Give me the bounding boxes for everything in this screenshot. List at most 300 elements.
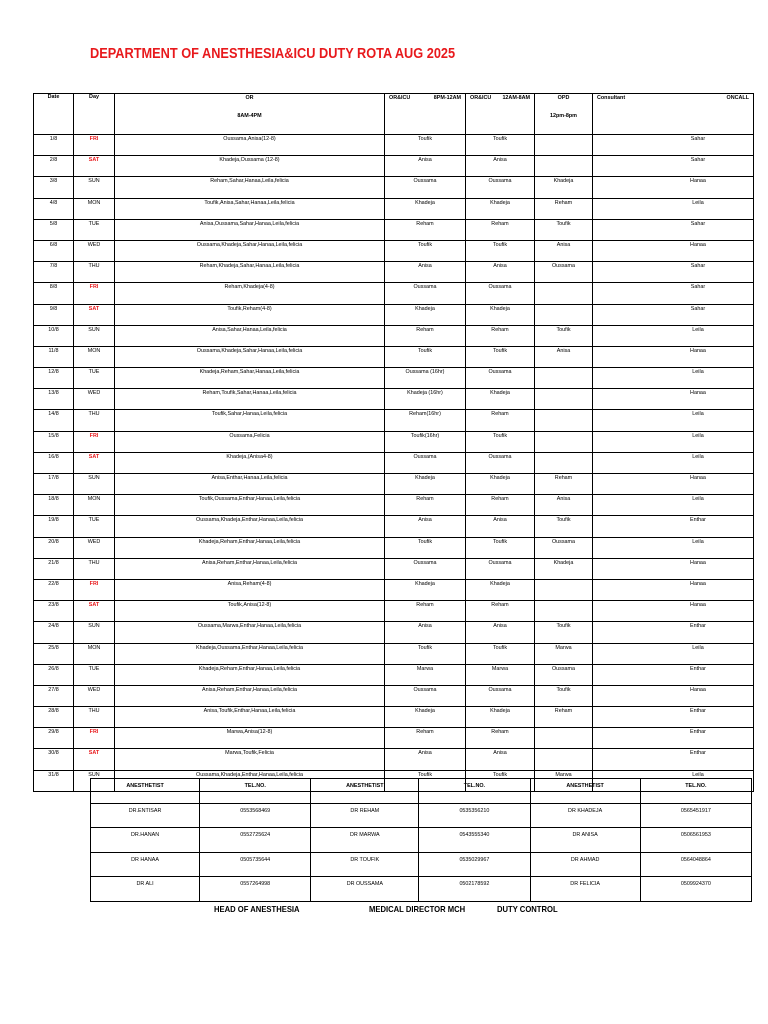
rota-row xyxy=(34,177,754,198)
rota-oricu-night-cell: Anisa xyxy=(466,156,535,177)
rota-day-cell: TUE xyxy=(74,516,115,537)
rota-oricu-evening-cell: Anisa xyxy=(385,156,466,177)
rota-day-cell: FRI xyxy=(74,431,115,452)
rota-oncall-cell: Leila xyxy=(593,198,754,219)
contacts-row xyxy=(91,803,752,828)
rota-day-cell: TUE xyxy=(74,664,115,685)
rota-day-cell: FRI xyxy=(74,135,115,156)
rota-or-cell: Oussama,Khadeja,Enthar,Hanaa,Leila,felicia xyxy=(115,516,385,537)
rota-or-cell: Oussama,Marwa,Enthar,Hanaa,Leila,felicia xyxy=(115,622,385,643)
rota-opd-cell xyxy=(535,579,593,600)
rota-row xyxy=(34,389,754,410)
rota-date-cell: 7/8 xyxy=(34,262,74,283)
rota-opd-cell: Anisa xyxy=(535,346,593,367)
rota-oricu-night-cell: Reham xyxy=(466,325,535,346)
contact-phone-cell: 0552725624 xyxy=(200,828,311,853)
rota-date-cell: 8/8 xyxy=(34,283,74,304)
rota-opd-cell xyxy=(535,368,593,389)
rota-row xyxy=(34,558,754,579)
header-oricu-evening xyxy=(385,94,466,135)
rota-oricu-evening-cell: Toufik xyxy=(385,240,466,261)
rota-row xyxy=(34,643,754,664)
rota-oncall-cell: Leila xyxy=(593,770,754,791)
contact-phone-cell: 0535356210 xyxy=(419,803,530,828)
rota-or-cell: Marwa,Toufik,Felicia xyxy=(115,749,385,770)
rota-oricu-evening-cell: Oussama xyxy=(385,452,466,473)
rota-opd-cell: Marwa xyxy=(535,770,593,791)
rota-date-cell: 3/8 xyxy=(34,177,74,198)
rota-opd-cell: Reham xyxy=(535,474,593,495)
rota-or-cell: Reham,Sahar,Hanaa,Leila,felicia xyxy=(115,177,385,198)
contact-phone-cell: 0564048864 xyxy=(640,852,751,877)
duty-rota-table xyxy=(33,93,754,792)
rota-or-cell: Khadeja,Oussama (12-8) xyxy=(115,156,385,177)
header-opd-label: OPD xyxy=(557,95,570,101)
contact-name-cell: DR ALI xyxy=(91,877,200,902)
rota-oricu-night-cell: Reham xyxy=(466,495,535,516)
header-date xyxy=(34,94,74,135)
header-oricu-night xyxy=(466,94,535,135)
header-oricu-night-label: OR&ICU xyxy=(470,95,492,101)
rota-day-cell: TUE xyxy=(74,368,115,389)
rota-oricu-evening-cell: Anisa xyxy=(385,262,466,283)
rota-oncall-cell: Enthar xyxy=(593,664,754,685)
contacts-header-anesthetist: ANESTHETIST xyxy=(311,779,419,804)
rota-oricu-evening-cell: Khadeja xyxy=(385,198,466,219)
rota-date-cell: 25/8 xyxy=(34,643,74,664)
rota-oncall-cell: Leila xyxy=(593,368,754,389)
footer-duty-control: DUTY CONTROL xyxy=(497,904,558,914)
header-oncall-label: ONCALL xyxy=(726,95,749,101)
header-oricu-evening-hours: 8PM-12AM xyxy=(433,95,461,101)
header-or xyxy=(115,94,385,135)
rota-row xyxy=(34,707,754,728)
rota-or-cell: Anisa,Sahar,Hanaa,Leila,felicia xyxy=(115,325,385,346)
rota-oncall-cell: Leila xyxy=(593,495,754,516)
rota-oncall-cell: Hanaa xyxy=(593,240,754,261)
rota-date-cell: 29/8 xyxy=(34,728,74,749)
rota-oricu-evening-cell: Oussama (16hr) xyxy=(385,368,466,389)
rota-oncall-cell: Enthar xyxy=(593,728,754,749)
rota-date-cell: 9/8 xyxy=(34,304,74,325)
rota-oricu-evening-cell: Anisa xyxy=(385,749,466,770)
rota-row xyxy=(34,410,754,431)
rota-day-cell: SAT xyxy=(74,601,115,622)
rota-date-cell: 1/8 xyxy=(34,135,74,156)
header-opd-hours: 12pm-8pm xyxy=(550,113,577,119)
rota-row xyxy=(34,601,754,622)
rota-day-cell: SUN xyxy=(74,474,115,495)
contact-phone-cell: 0565451917 xyxy=(640,803,751,828)
rota-opd-cell: Toufik xyxy=(535,685,593,706)
rota-date-cell: 14/8 xyxy=(34,410,74,431)
rota-date-cell: 30/8 xyxy=(34,749,74,770)
rota-oncall-cell: Sahar xyxy=(593,283,754,304)
rota-opd-cell xyxy=(535,135,593,156)
rota-opd-cell xyxy=(535,452,593,473)
contacts-header-anesthetist: ANESTHETIST xyxy=(91,779,200,804)
rota-oncall-cell: Leila xyxy=(593,452,754,473)
rota-day-cell: WED xyxy=(74,685,115,706)
rota-oricu-night-cell: Oussama xyxy=(466,283,535,304)
rota-or-cell: Reham,Khadeja(4-8) xyxy=(115,283,385,304)
rota-row xyxy=(34,516,754,537)
contact-phone-cell: 0553568469 xyxy=(200,803,311,828)
contacts-table xyxy=(90,778,752,902)
rota-date-cell: 23/8 xyxy=(34,601,74,622)
rota-oncall-cell: Enthar xyxy=(593,749,754,770)
rota-date-cell: 24/8 xyxy=(34,622,74,643)
rota-or-cell: Toufik,Oussama,Enthar,Hanaa,Leila,felicia xyxy=(115,495,385,516)
contact-name-cell: DR FELICIA xyxy=(530,877,640,902)
rota-day-cell: MON xyxy=(74,198,115,219)
rota-oricu-night-cell: Oussama xyxy=(466,685,535,706)
header-oricu-night-hours: 12AM-8AM xyxy=(502,95,530,101)
rota-or-cell: Anisa,Toufik,Enthar,Hanaa,Leila,felicia xyxy=(115,707,385,728)
header-opd xyxy=(535,94,593,135)
rota-oricu-evening-cell: Khadeja (16hr) xyxy=(385,389,466,410)
rota-oncall-cell: Hanaa xyxy=(593,177,754,198)
rota-or-cell: Anisa,Reham,Enthar,Hanaa,Leila,felicia xyxy=(115,558,385,579)
rota-oricu-night-cell: Khadeja xyxy=(466,707,535,728)
rota-oricu-evening-cell: Toufik xyxy=(385,770,466,791)
header-or-hours: 8AM-4PM xyxy=(237,113,262,119)
rota-row xyxy=(34,622,754,643)
contact-phone-cell: 0505735644 xyxy=(200,852,311,877)
rota-row xyxy=(34,452,754,473)
rota-or-cell: Khadeja,Reham,Enthar,Hanaa,Leila,felicia xyxy=(115,664,385,685)
rota-row xyxy=(34,262,754,283)
rota-oncall-cell: Leila xyxy=(593,410,754,431)
contact-phone-cell: 0543555340 xyxy=(419,828,530,853)
rota-oncall-cell: Enthar xyxy=(593,707,754,728)
rota-or-cell: Anisa,Oussama,Sahar,Hanaa,Leila,felicia xyxy=(115,219,385,240)
rota-oricu-night-cell: Toufik xyxy=(466,135,535,156)
rota-day-cell: MON xyxy=(74,495,115,516)
rota-oricu-night-cell: Oussama xyxy=(466,452,535,473)
rota-day-cell: SUN xyxy=(74,770,115,791)
rota-day-cell: SUN xyxy=(74,177,115,198)
rota-date-cell: 5/8 xyxy=(34,219,74,240)
rota-date-cell: 16/8 xyxy=(34,452,74,473)
contact-name-cell: DR REHAM xyxy=(311,803,419,828)
rota-oncall-cell: Leila xyxy=(593,643,754,664)
rota-row xyxy=(34,537,754,558)
rota-oricu-evening-cell: Oussama xyxy=(385,558,466,579)
rota-oncall-cell: Hanaa xyxy=(593,474,754,495)
rota-or-cell: Oussama,Khadeja,Sahar,Hanaa,Leila,felicia xyxy=(115,240,385,261)
rota-day-cell: THU xyxy=(74,262,115,283)
rota-or-cell: Khadeja,Reham,Enthar,Hanaa,Leila,felicia xyxy=(115,537,385,558)
rota-date-cell: 19/8 xyxy=(34,516,74,537)
header-oricu-evening-label: OR&ICU xyxy=(389,95,411,101)
rota-opd-cell: Marwa xyxy=(535,643,593,664)
contact-name-cell: DR MARWA xyxy=(311,828,419,853)
rota-opd-cell: Toufik xyxy=(535,622,593,643)
rota-row xyxy=(34,579,754,600)
rota-day-cell: THU xyxy=(74,558,115,579)
rota-opd-cell: Toufik xyxy=(535,219,593,240)
rota-row xyxy=(34,664,754,685)
rota-opd-cell xyxy=(535,156,593,177)
rota-oricu-night-cell: Reham xyxy=(466,601,535,622)
rota-or-cell: Oussama,Khadeja,Sahar,Hanaa,Leila,felicia xyxy=(115,346,385,367)
rota-oricu-night-cell: Khadeja xyxy=(466,579,535,600)
rota-opd-cell xyxy=(535,389,593,410)
rota-opd-cell: Reham xyxy=(535,198,593,219)
rota-day-cell: FRI xyxy=(74,579,115,600)
rota-date-cell: 11/8 xyxy=(34,346,74,367)
contacts-header-tel: TEL.NO. xyxy=(200,779,311,804)
contacts-row xyxy=(91,828,752,853)
rota-day-cell: MON xyxy=(74,346,115,367)
rota-oricu-night-cell: Reham xyxy=(466,219,535,240)
rota-day-cell: SAT xyxy=(74,452,115,473)
rota-opd-cell xyxy=(535,749,593,770)
rota-oncall-cell: Sahar xyxy=(593,262,754,283)
rota-oricu-night-cell: Toufik xyxy=(466,346,535,367)
rota-oncall-cell: Hanaa xyxy=(593,579,754,600)
rota-row xyxy=(34,431,754,452)
contact-phone-cell: 0509924370 xyxy=(640,877,751,902)
rota-day-cell: FRI xyxy=(74,728,115,749)
rota-or-cell: Anisa,Enthar,Hanaa,Leila,felicia xyxy=(115,474,385,495)
rota-oricu-evening-cell: Toufik xyxy=(385,643,466,664)
rota-oncall-cell: Sahar xyxy=(593,135,754,156)
rota-date-cell: 26/8 xyxy=(34,664,74,685)
rota-opd-cell: Oussama xyxy=(535,537,593,558)
rota-oricu-evening-cell: Khadeja xyxy=(385,707,466,728)
rota-or-cell: Khadeja,Reham,Sahar,Hanaa,Leila,felicia xyxy=(115,368,385,389)
rota-oricu-evening-cell: Khadeja xyxy=(385,474,466,495)
rota-row xyxy=(34,135,754,156)
rota-day-cell: SAT xyxy=(74,749,115,770)
rota-oncall-cell: Leila xyxy=(593,537,754,558)
contact-name-cell: DR TOUFIK xyxy=(311,852,419,877)
rota-date-cell: 4/8 xyxy=(34,198,74,219)
rota-day-cell: SAT xyxy=(74,304,115,325)
footer-medical-director: MEDICAL DIRECTOR MCH xyxy=(369,904,466,914)
rota-oricu-evening-cell: Anisa xyxy=(385,622,466,643)
rota-date-cell: 12/8 xyxy=(34,368,74,389)
rota-oricu-night-cell: Toufik xyxy=(466,537,535,558)
rota-oricu-night-cell: Oussama xyxy=(466,177,535,198)
rota-oricu-evening-cell: Reham xyxy=(385,601,466,622)
rota-or-cell: Khadeja,(Anisa4-8) xyxy=(115,452,385,473)
rota-or-cell: Toufik,Anisa(12-8) xyxy=(115,601,385,622)
contacts-header-row xyxy=(91,779,752,804)
rota-or-cell: Anisa,Reham(4-8) xyxy=(115,579,385,600)
rota-or-cell: Oussama,Khadeja,Enthar,Hanaa,Leila,felicia xyxy=(115,770,385,791)
rota-opd-cell xyxy=(535,410,593,431)
rota-opd-cell xyxy=(535,728,593,749)
rota-opd-cell: Khadeja xyxy=(535,558,593,579)
rota-opd-cell xyxy=(535,601,593,622)
rota-oricu-evening-cell: Toufik xyxy=(385,537,466,558)
contacts-row xyxy=(91,877,752,902)
contacts-header-anesthetist: ANESTHETIST xyxy=(530,779,640,804)
rota-oricu-evening-cell: Oussama xyxy=(385,177,466,198)
rota-opd-cell: Khadeja xyxy=(535,177,593,198)
contact-phone-cell: 0502178592 xyxy=(419,877,530,902)
rota-opd-cell: Toufik xyxy=(535,325,593,346)
rota-oricu-evening-cell: Reham(16hr) xyxy=(385,410,466,431)
rota-oricu-night-cell: Khadeja xyxy=(466,198,535,219)
contact-phone-cell: 0506561953 xyxy=(640,828,751,853)
rota-oricu-night-cell: Reham xyxy=(466,728,535,749)
header-or-label: OR xyxy=(245,95,254,101)
rota-oricu-evening-cell: Oussama xyxy=(385,685,466,706)
rota-opd-cell: Reham xyxy=(535,707,593,728)
rota-or-cell: Reham,Toufik,Sahar,Hanaa,Leila,felicia xyxy=(115,389,385,410)
rota-oricu-evening-cell: Reham xyxy=(385,728,466,749)
rota-opd-cell xyxy=(535,283,593,304)
header-consultant-label: Consultant xyxy=(597,95,626,101)
rota-oricu-night-cell: Khadeja xyxy=(466,474,535,495)
rota-oricu-night-cell: Khadeja xyxy=(466,389,535,410)
rota-row xyxy=(34,283,754,304)
rota-date-cell: 27/8 xyxy=(34,685,74,706)
rota-or-cell: Anisa,Reham,Enthar,Hanaa,Leila,felicia xyxy=(115,685,385,706)
header-date-label: Date xyxy=(47,94,60,100)
rota-or-cell: Marwa,Anisa(12-8) xyxy=(115,728,385,749)
rota-row xyxy=(34,368,754,389)
rota-row xyxy=(34,198,754,219)
rota-header-row xyxy=(34,94,754,135)
rota-row xyxy=(34,749,754,770)
rota-day-cell: SUN xyxy=(74,325,115,346)
contact-name-cell: DR AHMAD xyxy=(530,852,640,877)
rota-oricu-evening-cell: Toufik(16hr) xyxy=(385,431,466,452)
rota-opd-cell: Oussama xyxy=(535,664,593,685)
footer-head-of-anesthesia: HEAD OF ANESTHESIA xyxy=(214,904,300,914)
rota-or-cell: Reham,Khadeja,Sahar,Hanaa,Leila,felicia xyxy=(115,262,385,283)
rota-oncall-cell: Sahar xyxy=(593,219,754,240)
rota-oncall-cell: Hanaa xyxy=(593,346,754,367)
rota-day-cell: SAT xyxy=(74,156,115,177)
rota-date-cell: 6/8 xyxy=(34,240,74,261)
rota-day-cell: THU xyxy=(74,410,115,431)
contact-phone-cell: 0535029967 xyxy=(419,852,530,877)
rota-date-cell: 2/8 xyxy=(34,156,74,177)
rota-oricu-night-cell: Toufik xyxy=(466,770,535,791)
header-day-label: Day xyxy=(89,94,99,100)
rota-oncall-cell: Hanaa xyxy=(593,601,754,622)
contact-name-cell: DR HANAA xyxy=(91,852,200,877)
rota-oricu-evening-cell: Reham xyxy=(385,325,466,346)
rota-or-cell: Oussama,Anisa(12-8) xyxy=(115,135,385,156)
rota-date-cell: 10/8 xyxy=(34,325,74,346)
rota-row xyxy=(34,346,754,367)
rota-oricu-night-cell: Oussama xyxy=(466,368,535,389)
rota-date-cell: 22/8 xyxy=(34,579,74,600)
rota-or-cell: Toufik,Anisa,Sahar,Hanaa,Leila,felicia xyxy=(115,198,385,219)
rota-oricu-night-cell: Toufik xyxy=(466,240,535,261)
contacts-header-tel: TEL.NO. xyxy=(640,779,751,804)
rota-oncall-cell: Enthar xyxy=(593,622,754,643)
rota-day-cell: SUN xyxy=(74,622,115,643)
rota-oricu-night-cell: Oussama xyxy=(466,558,535,579)
rota-opd-cell: Anisa xyxy=(535,240,593,261)
rota-oricu-evening-cell: Khadeja xyxy=(385,304,466,325)
contact-name-cell: DR.HANAN xyxy=(91,828,200,853)
rota-or-cell: Toufik,Sahar,Hanaa,Leila,felicia xyxy=(115,410,385,431)
rota-day-cell: MON xyxy=(74,643,115,664)
contact-name-cell: DR ANISA xyxy=(530,828,640,853)
rota-day-cell: FRI xyxy=(74,283,115,304)
rota-oncall-cell: Hanaa xyxy=(593,685,754,706)
header-day xyxy=(74,94,115,135)
rota-opd-cell: Oussama xyxy=(535,262,593,283)
rota-oricu-night-cell: Anisa xyxy=(466,749,535,770)
rota-oricu-night-cell: Reham xyxy=(466,410,535,431)
rota-day-cell: TUE xyxy=(74,219,115,240)
rota-oricu-night-cell: Marwa xyxy=(466,664,535,685)
rota-oricu-evening-cell: Reham xyxy=(385,219,466,240)
rota-oricu-night-cell: Anisa xyxy=(466,622,535,643)
rota-day-cell: WED xyxy=(74,389,115,410)
rota-oricu-night-cell: Toufik xyxy=(466,431,535,452)
rota-oncall-cell: Enthar xyxy=(593,516,754,537)
rota-date-cell: 31/8 xyxy=(34,770,74,791)
rota-oricu-night-cell: Anisa xyxy=(466,516,535,537)
rota-date-cell: 15/8 xyxy=(34,431,74,452)
rota-day-cell: THU xyxy=(74,707,115,728)
rota-oncall-cell: Hanaa xyxy=(593,389,754,410)
rota-row xyxy=(34,474,754,495)
rota-oricu-evening-cell: Toufik xyxy=(385,135,466,156)
contact-phone-cell: 0557264998 xyxy=(200,877,311,902)
rota-oricu-evening-cell: Marwa xyxy=(385,664,466,685)
rota-row xyxy=(34,240,754,261)
rota-oricu-evening-cell: Toufik xyxy=(385,346,466,367)
rota-date-cell: 17/8 xyxy=(34,474,74,495)
rota-opd-cell: Anisa xyxy=(535,495,593,516)
rota-oricu-night-cell: Anisa xyxy=(466,262,535,283)
rota-oricu-evening-cell: Anisa xyxy=(385,516,466,537)
rota-day-cell: WED xyxy=(74,240,115,261)
rota-oricu-night-cell: Toufik xyxy=(466,643,535,664)
rota-row xyxy=(34,685,754,706)
contact-name-cell: DR OUSSAMA xyxy=(311,877,419,902)
rota-date-cell: 18/8 xyxy=(34,495,74,516)
rota-or-cell: Toufik,Reham(4-8) xyxy=(115,304,385,325)
rota-date-cell: 20/8 xyxy=(34,537,74,558)
rota-row xyxy=(34,325,754,346)
rota-opd-cell: Toufik xyxy=(535,516,593,537)
rota-or-cell: Khadeja,Oussama,Enthar,Hanaa,Leila,felicia xyxy=(115,643,385,664)
contacts-header-tel: TEL.NO. xyxy=(419,779,530,804)
header-consultant-oncall xyxy=(593,94,754,135)
rota-row xyxy=(34,304,754,325)
rota-row xyxy=(34,495,754,516)
rota-oricu-evening-cell: Oussama xyxy=(385,283,466,304)
rota-oncall-cell: Leila xyxy=(593,431,754,452)
rota-oncall-cell: Sahar xyxy=(593,156,754,177)
rota-row xyxy=(34,156,754,177)
rota-oncall-cell: Sahar xyxy=(593,304,754,325)
contact-name-cell: DR.ENTISAR xyxy=(91,803,200,828)
rota-oricu-evening-cell: Khadeja xyxy=(385,579,466,600)
contacts-row xyxy=(91,852,752,877)
rota-row xyxy=(34,728,754,749)
rota-opd-cell xyxy=(535,304,593,325)
rota-opd-cell xyxy=(535,431,593,452)
rota-date-cell: 13/8 xyxy=(34,389,74,410)
rota-oncall-cell: Hanaa xyxy=(593,558,754,579)
rota-date-cell: 21/8 xyxy=(34,558,74,579)
contact-name-cell: DR KHADEJA xyxy=(530,803,640,828)
